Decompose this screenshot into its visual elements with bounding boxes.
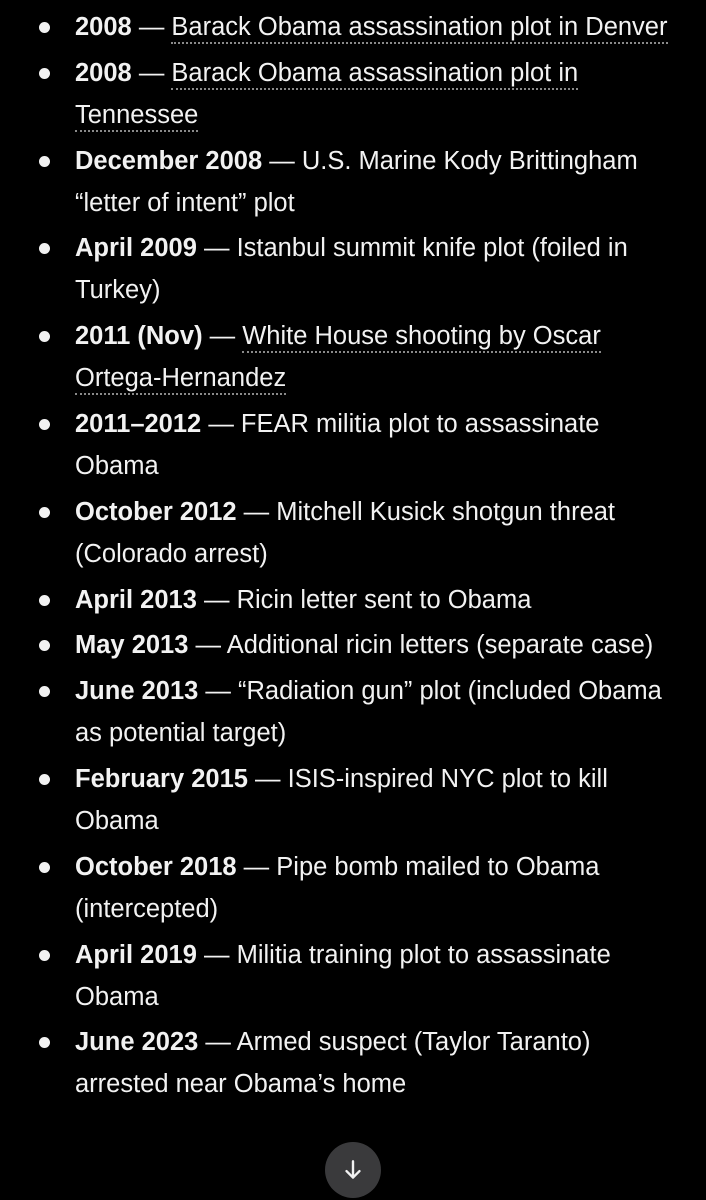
list-item bbox=[0, 1021, 706, 1105]
item-date: 2011–2012 bbox=[75, 409, 202, 438]
list-item bbox=[0, 315, 706, 399]
item-text: FEAR militia plot to assassinate Obama bbox=[75, 409, 600, 480]
item-text: U.S. Marine Kody Brittingham “letter of intent” plot bbox=[75, 146, 638, 217]
item-text: Ricin letter sent to Obama bbox=[236, 585, 532, 614]
item-date: April 2009 bbox=[75, 234, 197, 263]
item-separator: — bbox=[202, 322, 243, 351]
item-text: Mitchell Kusick shotgun threat (Colorado arrest) bbox=[75, 497, 616, 568]
item-separator: — bbox=[198, 677, 239, 706]
bullet bbox=[39, 1037, 50, 1048]
item-date: June 2013 bbox=[75, 677, 199, 706]
bullet bbox=[39, 686, 50, 697]
list-item bbox=[0, 758, 706, 842]
list-item bbox=[0, 403, 706, 487]
list-item bbox=[0, 934, 706, 1018]
item-separator: — bbox=[247, 764, 288, 793]
arrow-down-icon bbox=[340, 1157, 366, 1183]
list-item bbox=[0, 52, 706, 136]
item-text: Istanbul summit knife plot (foiled in Turkey) bbox=[75, 234, 628, 305]
item-date: May 2013 bbox=[75, 631, 189, 660]
list-item bbox=[0, 579, 706, 621]
item-text: Additional ricin letters (separate case) bbox=[226, 631, 654, 660]
item-date: April 2013 bbox=[75, 585, 197, 614]
item-link[interactable]: White House shooting by Oscar Ortega-Hernandez bbox=[75, 322, 601, 395]
item-date: 2008 bbox=[75, 13, 132, 41]
item-date: October 2018 bbox=[75, 852, 237, 881]
list-item bbox=[0, 140, 706, 224]
item-separator: — bbox=[131, 58, 172, 87]
item-text: Pipe bomb mailed to Obama (intercepted) bbox=[75, 852, 600, 923]
bullet bbox=[39, 419, 50, 430]
list-item bbox=[0, 670, 706, 754]
list-item bbox=[0, 227, 706, 311]
list-item bbox=[0, 624, 706, 666]
item-separator: — bbox=[196, 940, 237, 969]
scroll-to-bottom-button[interactable] bbox=[325, 1142, 381, 1198]
bullet bbox=[39, 950, 50, 961]
item-link[interactable]: Barack Obama assassination plot in Tennessee bbox=[75, 59, 578, 132]
item-link[interactable]: Barack Obama assassination plot in Denver bbox=[171, 13, 667, 44]
item-date: June 2023 bbox=[75, 1028, 199, 1057]
bullet bbox=[39, 507, 50, 518]
item-text: “Radiation gun” plot (included Obama as potential target) bbox=[75, 677, 662, 748]
list-item bbox=[0, 846, 706, 930]
item-separator: — bbox=[201, 409, 241, 438]
bullet bbox=[39, 331, 50, 342]
item-separator: — bbox=[188, 631, 227, 660]
item-separator: — bbox=[262, 146, 302, 175]
item-date: 2011 (Nov) bbox=[75, 322, 203, 351]
item-separator: — bbox=[196, 585, 237, 614]
list-item bbox=[0, 6, 706, 48]
item-date: April 2019 bbox=[75, 940, 197, 969]
item-separator: — bbox=[198, 1028, 237, 1057]
list-item bbox=[0, 491, 706, 575]
bullet bbox=[39, 22, 50, 33]
item-separator: — bbox=[236, 497, 277, 526]
bullet bbox=[39, 774, 50, 785]
bullet bbox=[39, 68, 50, 79]
item-text: Armed suspect (Taylor Taranto) arrested near Obama’s home bbox=[75, 1028, 591, 1099]
item-text: Militia training plot to assassinate Obama bbox=[75, 940, 611, 1011]
item-date: February 2015 bbox=[75, 764, 248, 793]
bullet bbox=[39, 595, 50, 606]
item-date: 2008 bbox=[75, 58, 132, 87]
item-separator: — bbox=[236, 852, 277, 881]
item-separator: — bbox=[196, 234, 237, 263]
bullet bbox=[39, 640, 50, 651]
item-text: ISIS-inspired NYC plot to kill Obama bbox=[75, 764, 608, 835]
item-date: December 2008 bbox=[75, 146, 263, 175]
bullet bbox=[39, 243, 50, 254]
item-separator: — bbox=[131, 13, 172, 41]
bullet bbox=[39, 862, 50, 873]
item-date: October 2012 bbox=[75, 497, 237, 526]
bullet bbox=[39, 156, 50, 167]
